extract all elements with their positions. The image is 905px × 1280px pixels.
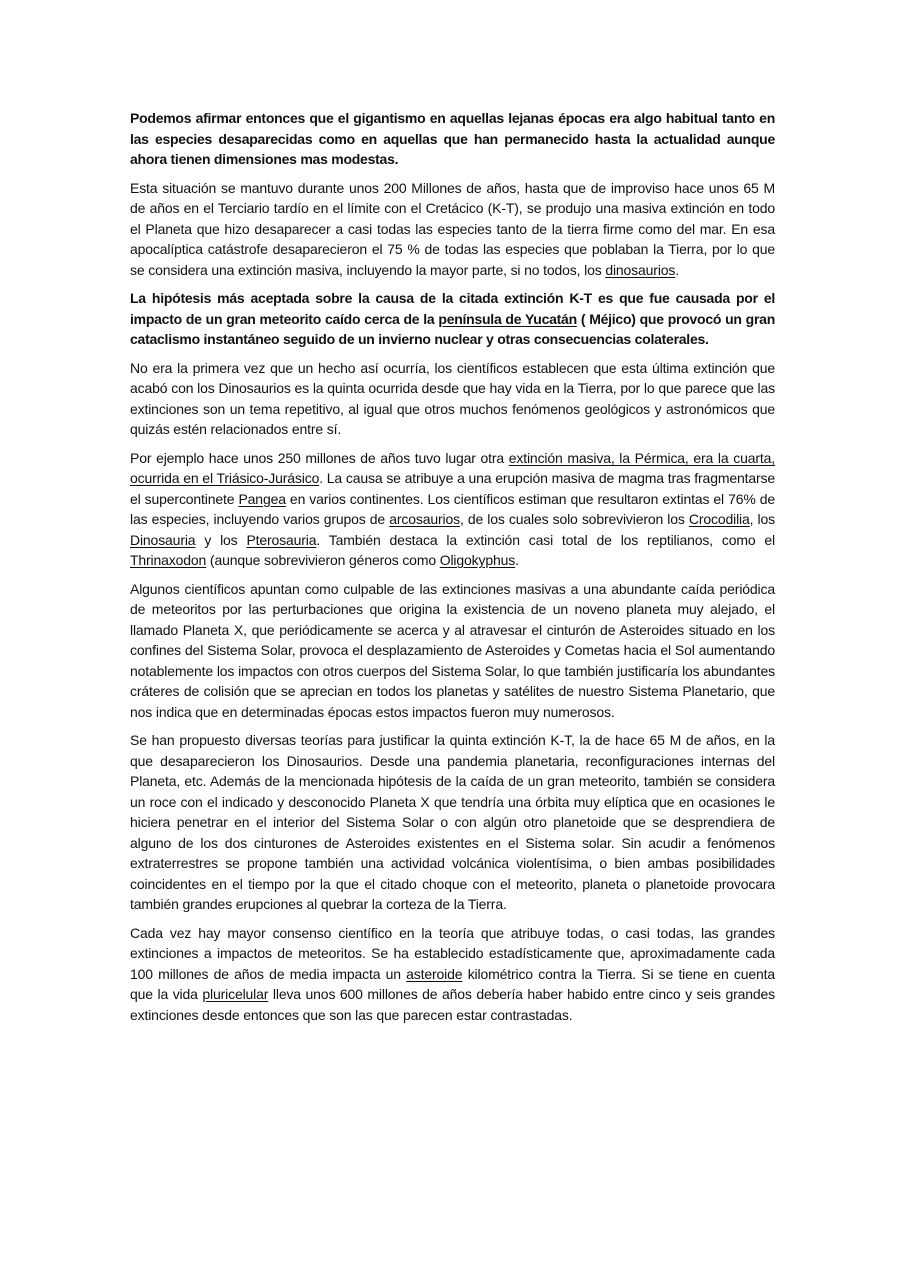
link-oligokyphus[interactable]: Oligokyphus: [439, 552, 516, 568]
paragraph-kt-extinction: [130, 178, 775, 281]
paragraph-fifth-extinction: [130, 358, 775, 440]
paragraph-meteorite-hypothesis: [130, 288, 775, 350]
paragraph-text: , los: [749, 511, 775, 527]
paragraph-gigantism: [130, 108, 775, 170]
link-thrinaxodon[interactable]: Thrinaxodon: [130, 552, 207, 568]
paragraph-text: (aunque sobrevivieron géneros como: [206, 552, 440, 568]
link-extincion-permica[interactable]: extinción masiva, la Pérmica, era la cuarta, ocurrida en el Triásico-Jurásico: [130, 449, 775, 486]
paragraph-consensus: [130, 923, 775, 1026]
link-crocodilia[interactable]: Crocodilia: [688, 511, 750, 527]
paragraph-text: Se han propuesto diversas teorías para justificar la quinta extinción K-T, la de hace 65 M de años, en la que desaparecieron los Dinosaurios. Desde una pandemia planetaria, reconfiguraciones internas del Planeta, etc. Además de la mencionada hipótesis de la caída de un gran meteorito, también se considera un roce con el indicado y desconocido Planeta X que tendría una órbita muy elíptica que en ocasiones le hiciera penetrar en el interior del Sistema Solar o con algún otro planetoide que se desprendiera de alguno de los dos cinturones de Asteroides existentes en el Sistema solar. Sin acudir a fenómenos extraterrestres se propone también una actividad volcánica violentísima, o bien ambas posibilidades coincidentes en el tiempo por la que el citado choque con el meteorito, planeta o planetoide provocara también grandes erupciones al quebrar la corteza de la Tierra.: [130, 732, 775, 912]
paragraph-planet-x: [130, 579, 775, 723]
paragraph-text: La hipótesis más aceptada sobre la causa de la citada extinción K-T es que fue causada por el impacto de un gran meteorito caído cerca de la: [130, 290, 775, 327]
paragraph-text: Podemos afirmar entonces que el gigantismo en aquellas lejanas épocas era algo habitual tanto en las especies desaparecidas como en aquellas que han permanecido hasta la actualidad aunque ahora tienen dimensiones mas modestas.: [130, 110, 775, 167]
paragraph-text: . También destaca la extinción casi total de los reptilianos, como el: [316, 531, 775, 548]
paragraph-text: en varios continentes. Los científicos estiman que resultaron extintas el 76% de las especies, incluyendo varios grupos de: [130, 490, 775, 527]
link-arcosaurios[interactable]: arcosaurios: [389, 511, 460, 527]
paragraph-text: . La causa se atribuye a una erupción masiva de magma tras fragmentarse el supercontinete: [130, 470, 775, 507]
link-pluricelular[interactable]: pluricelular: [202, 986, 269, 1002]
document-page: [130, 108, 775, 1033]
paragraph-text: Esta situación se mantuvo durante unos 200 Millones de años, hasta que de improviso hace unos 65 M de años en el Terciario tardío en el límite con el Cretácico (K-T), se produjo una masiva extinción en todo el Planeta que hizo desaparecer a casi todas las especies tanto de la tierra firme como del mar. En esa apocalíptica catástrofe desaparecieron el 75 % de todas las especies que poblaban la Tierra, por lo que se considera una extinción masiva, incluyendo la mayor parte, si no todos, los: [130, 179, 775, 278]
paragraph-text: .: [675, 261, 680, 278]
paragraph-text: ( Méjico) que provocó un gran cataclismo instantáneo seguido de un invierno nuclear y otras consecuencias colaterales.: [130, 310, 776, 347]
link-pangea[interactable]: Pangea: [238, 490, 286, 507]
link-dinosaurios[interactable]: dinosaurios: [605, 261, 676, 278]
paragraph-theories: [130, 730, 775, 915]
paragraph-text: kilométrico contra la Tierra. Si se tiene en cuenta que la vida: [130, 965, 776, 1002]
link-asteroide[interactable]: asteroide: [406, 965, 463, 982]
link-pterosauria[interactable]: Pterosauria: [246, 531, 317, 548]
paragraph-text: lleva unos 600 millones de años debería haber habido entre cinco y seis grandes extinciones desde entonces que son las que parecen estar contrastadas.: [130, 986, 775, 1023]
paragraph-permian-extinction: [130, 448, 775, 571]
paragraph-text: No era la primera vez que un hecho así ocurría, los científicos establecen que esta última extinción que acabó con los Dinosaurios es la quinta ocurrida desde que hay vida en la Tierra, por lo que parece que las extinciones son un tema repetitivo, al igual que otros muchos fenómenos geológicos y astronómicos que quizás estén relacionados entre sí.: [130, 359, 775, 437]
paragraph-text: y los: [195, 531, 247, 548]
paragraph-text: Algunos científicos apuntan como culpable de las extinciones masivas a una abundante caída periódica de meteoritos por las perturbaciones que origina la existencia de un noveno planeta muy alejado, el llamado Planeta X, que periódicamente se acerca y al atravesar el cinturón de Asteroides situado en los confines del Sistema Solar, provoca el desplazamiento de Asteroides y Cometas hacia el Sol aumentando notablemente los impactos con otros cuerpos del Sistema Solar, lo que también justificaría los abundantes cráteres de colisión que se aprecian en todos los planetas y satélites de nuestro Sistema Planetario, que nos indica que en determinadas épocas estos impactos fueron muy numerosos.: [130, 580, 775, 720]
paragraph-text: Cada vez hay mayor consenso científico en la teoría que atribuye todas, o casi todas, las grandes extinciones a impactos de meteoritos. Se ha establecido estadísticamente que, aproximadamente cada 100 millones de años de media impacta un: [130, 924, 775, 982]
link-peninsula-yucatan[interactable]: península de Yucatán: [438, 310, 577, 327]
paragraph-text: .: [515, 552, 519, 568]
link-dinosauria[interactable]: Dinosauria: [130, 531, 196, 548]
paragraph-text: Por ejemplo hace unos 250 millones de años tuvo lugar otra: [130, 449, 509, 466]
paragraph-text: , de los cuales solo sobrevivieron los: [459, 511, 689, 527]
